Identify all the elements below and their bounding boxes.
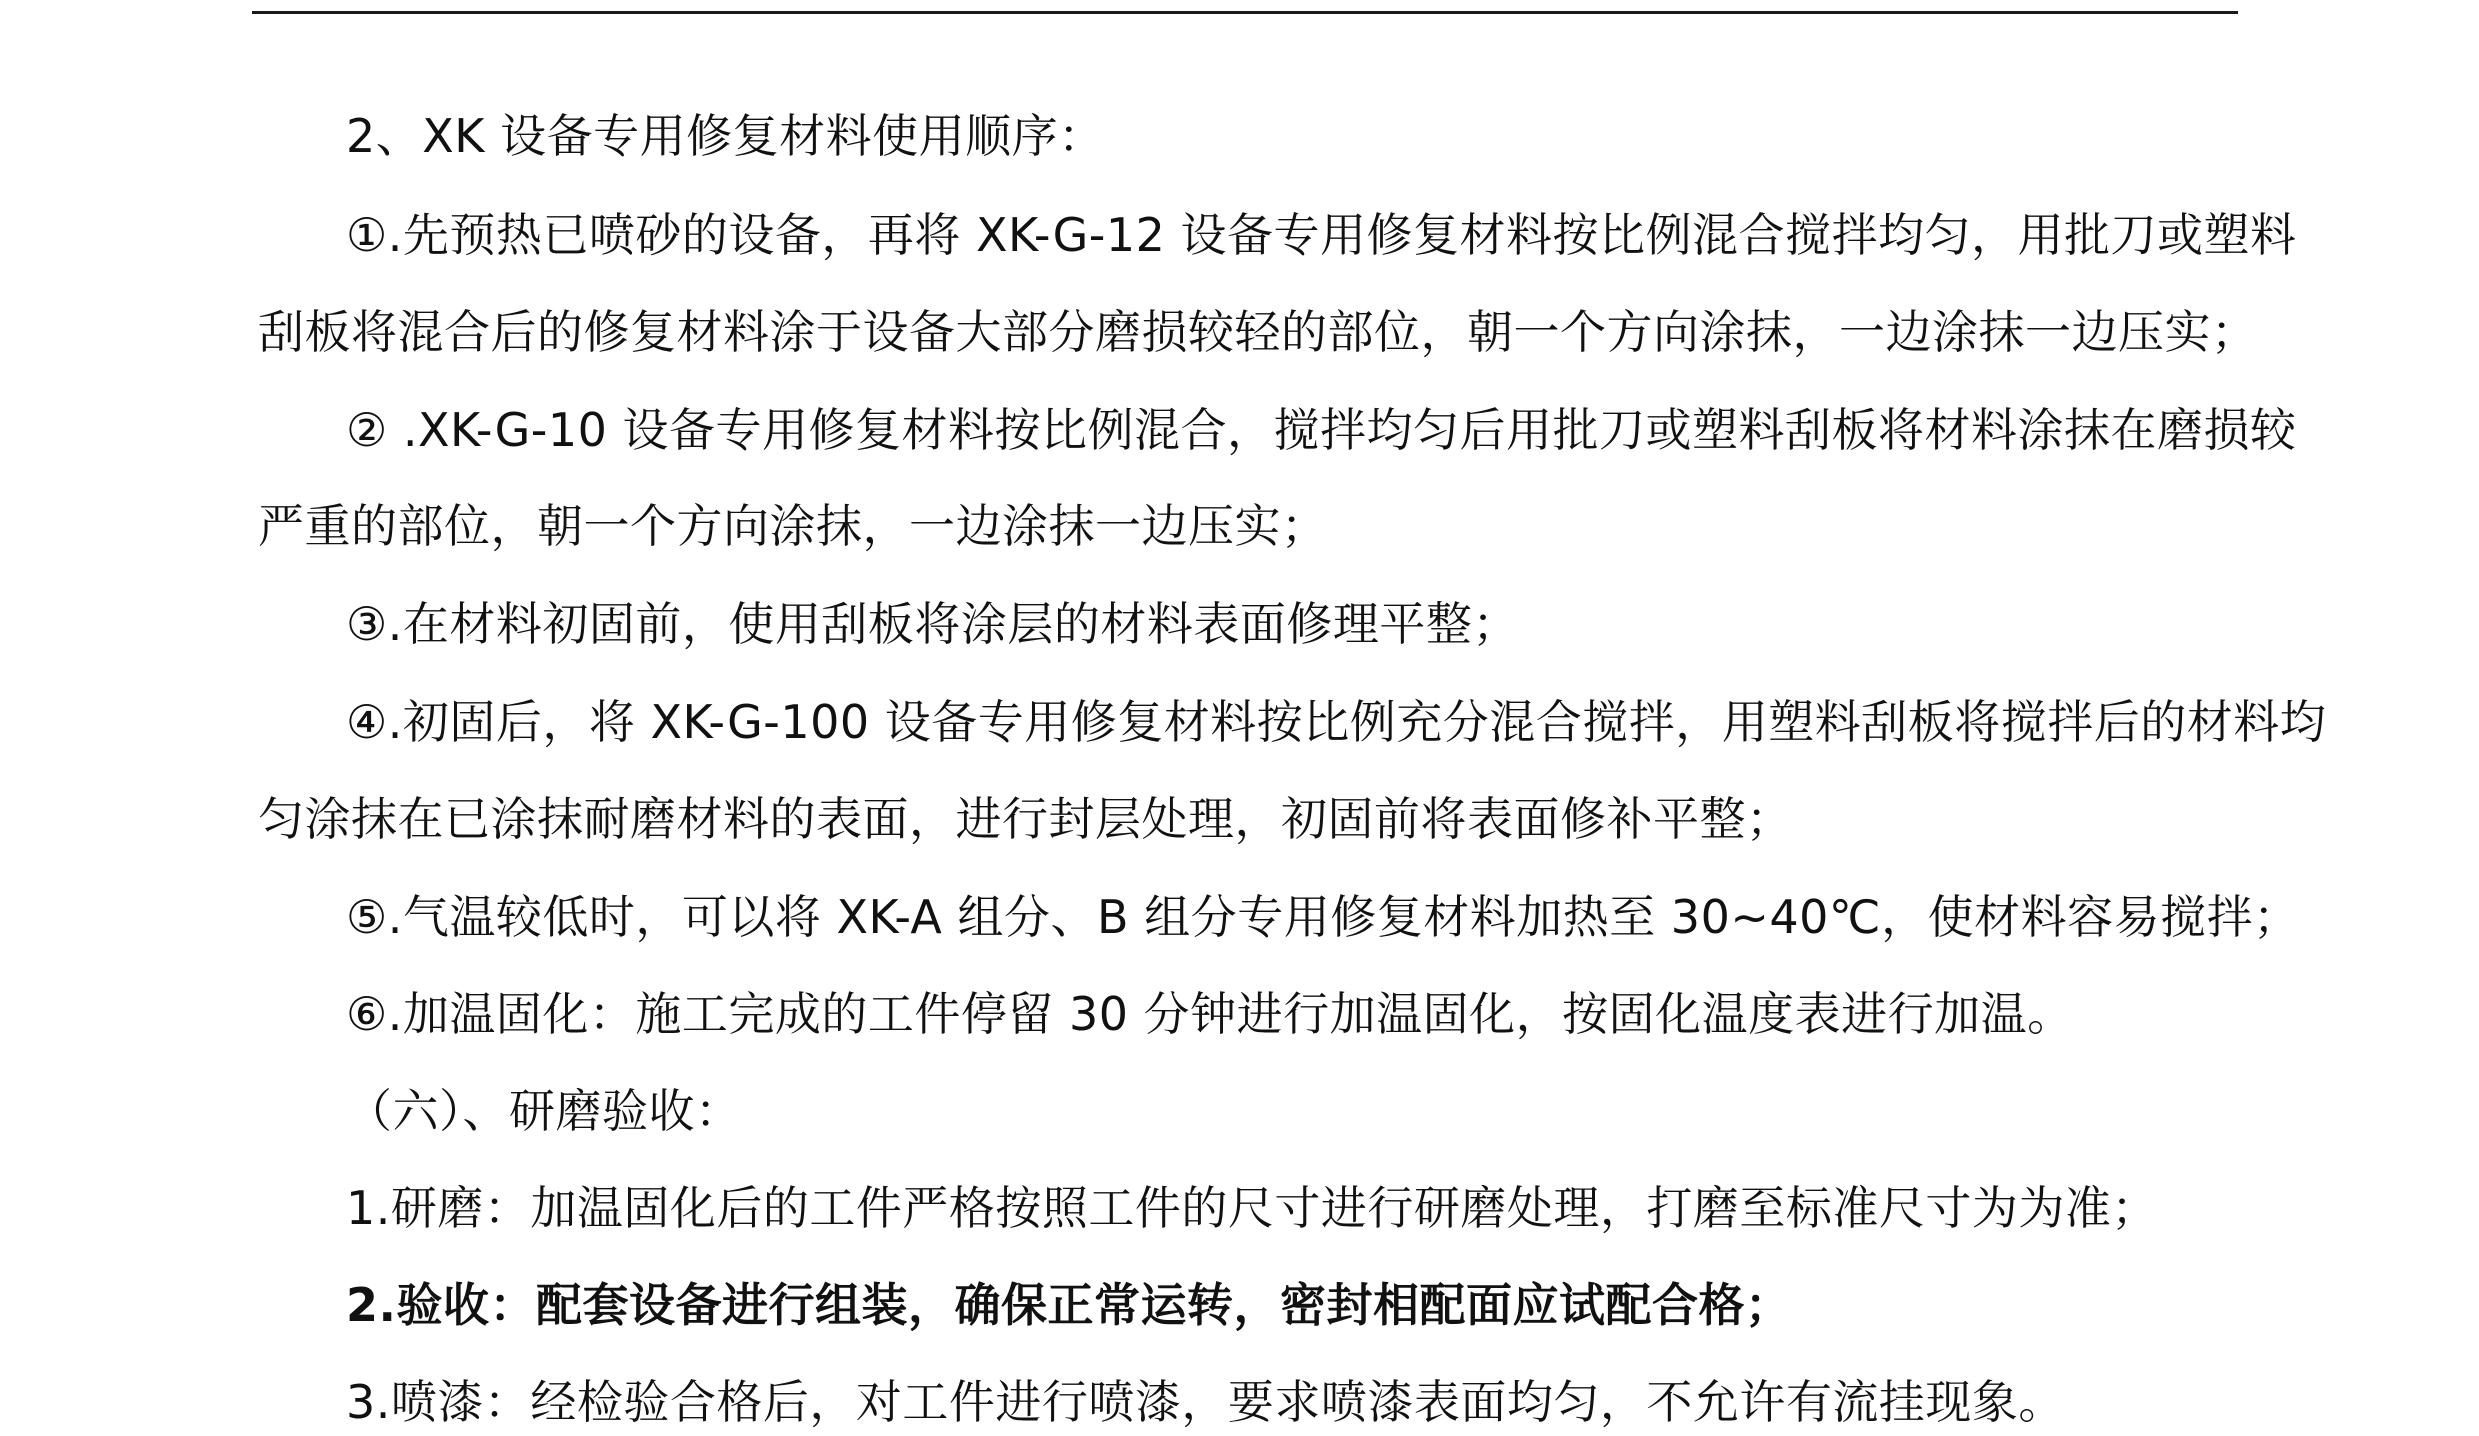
- item-3-painting: 3.喷漆：经检验合格后，对工件进行喷漆，要求喷漆表面均匀，不允许有流挂现象。: [346, 1375, 2065, 1429]
- step-2-line-2: 严重的部位，朝一个方向涂抹，一边涂抹一边压实；: [258, 499, 1328, 553]
- step-4-line-1: ④.初固后，将 XK-G-100 设备专用修复材料按比例充分混合搅拌，用塑料刮板将搅拌后的材料均: [346, 695, 2327, 749]
- item-2-acceptance: 2.验收：配套设备进行组装，确保正常运转，密封相配面应试配合格；: [346, 1278, 1792, 1332]
- item-1-grinding: 1.研磨：加温固化后的工件严格按照工件的尺寸进行研磨处理，打磨至标准尺寸为为准；: [346, 1181, 2158, 1235]
- step-1-line-1: ①.先预热已喷砂的设备，再将 XK-G-12 设备专用修复材料按比例混合搅拌均匀，用批刀或塑料: [346, 208, 2297, 262]
- step-6-line: ⑥.加温固化：施工完成的工件停留 30 分钟进行加温固化，按固化温度表进行加温。: [346, 987, 2074, 1041]
- section-heading-grinding-acceptance: （六）、研磨验收：: [346, 1084, 742, 1138]
- step-3-line: ③.在材料初固前，使用刮板将涂层的材料表面修理平整；: [346, 597, 1519, 651]
- step-2-line-1: ② .XK-G-10 设备专用修复材料按比例混合，搅拌均匀后用批刀或塑料刮板将材料涂抹在磨损较: [346, 403, 2297, 457]
- step-1-line-2: 刮板将混合后的修复材料涂于设备大部分磨损较轻的部位，朝一个方向涂抹，一边涂抹一边压实；: [258, 305, 2258, 359]
- step-5-line: ⑤.气温较低时，可以将 XK-A 组分、B 组分专用修复材料加热至 30~40℃，使材料容易搅拌；: [346, 890, 2300, 944]
- step-4-line-2: 匀涂抹在已涂抹耐磨材料的表面，进行封层处理，初固前将表面修补平整；: [258, 792, 1793, 846]
- header-rule: [252, 11, 2238, 14]
- section-heading-usage-order: 2、XK 设备专用修复材料使用顺序：: [346, 109, 1105, 163]
